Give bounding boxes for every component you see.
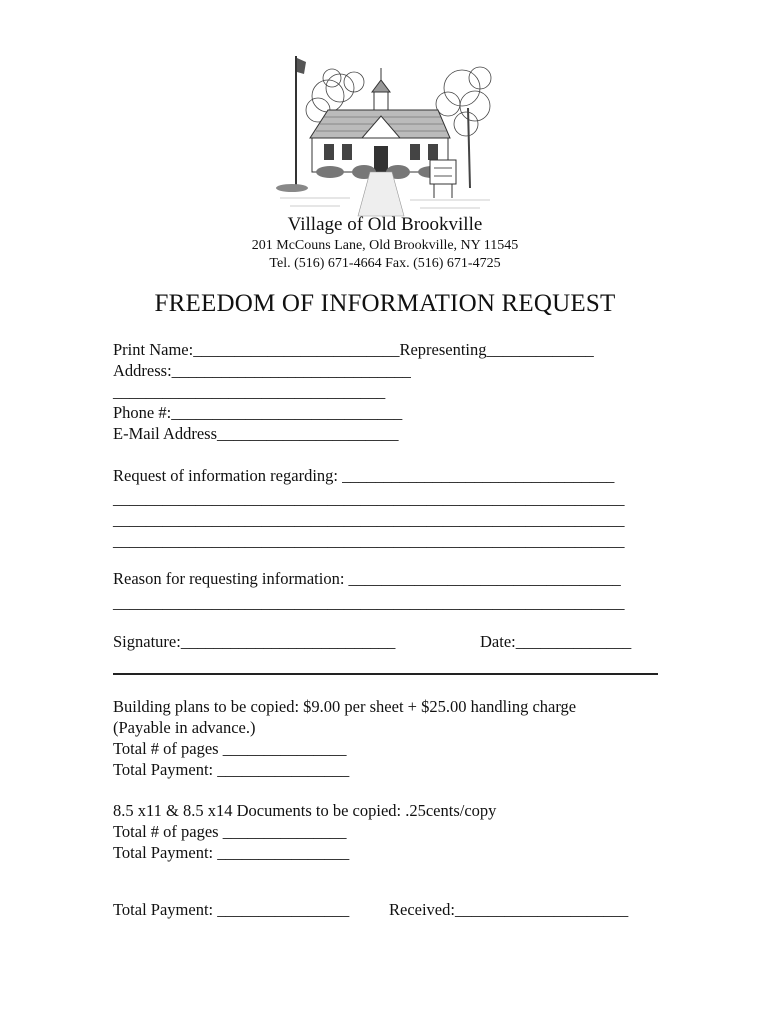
- request-line[interactable]: ______________________________________________________________: [113, 531, 625, 550]
- total-payment-field[interactable]: Total Payment: ________________: [113, 900, 350, 919]
- village-hall-illustration: [270, 48, 502, 218]
- signature-field[interactable]: Signature:__________________________: [113, 632, 396, 651]
- request-field[interactable]: Request of information regarding: _________________________________: [113, 466, 615, 485]
- address-continued-field[interactable]: _________________________________: [113, 382, 386, 401]
- section-divider: [113, 673, 658, 675]
- phone-field[interactable]: Phone #:____________________________: [113, 403, 403, 422]
- address-field[interactable]: Address:_____________________________: [113, 361, 411, 380]
- request-line[interactable]: ______________________________________________________________: [113, 489, 625, 508]
- received-field[interactable]: Received:_____________________: [389, 900, 629, 919]
- reason-field[interactable]: Reason for requesting information: _________________________________: [113, 569, 621, 588]
- print-name-field[interactable]: Print Name:_________________________Representing_____________: [113, 340, 594, 359]
- plans-pages-field[interactable]: Total # of pages _______________: [113, 739, 347, 758]
- documents-payment-field[interactable]: Total Payment: ________________: [113, 843, 350, 862]
- building-plans-fee: Building plans to be copied: $9.00 per sheet + $25.00 handling charge: [113, 697, 577, 716]
- documents-pages-field[interactable]: Total # of pages _______________: [113, 822, 347, 841]
- payable-note: (Payable in advance.): [113, 718, 256, 737]
- email-field[interactable]: E-Mail Address______________________: [113, 424, 399, 443]
- form-title: FREEDOM OF INFORMATION REQUEST: [154, 290, 616, 317]
- request-line[interactable]: ______________________________________________________________: [113, 510, 625, 529]
- reason-line[interactable]: ______________________________________________________________: [113, 593, 625, 612]
- organization-contact: Tel. (516) 671-4664 Fax. (516) 671-4725: [269, 256, 501, 271]
- organization-address: 201 McCouns Lane, Old Brookville, NY 11545: [251, 238, 519, 253]
- plans-payment-field[interactable]: Total Payment: ________________: [113, 760, 350, 779]
- documents-fee: 8.5 x11 & 8.5 x14 Documents to be copied: .25cents/copy: [113, 801, 497, 820]
- date-field[interactable]: Date:______________: [480, 632, 632, 651]
- organization-name: Village of Old Brookville: [287, 214, 483, 235]
